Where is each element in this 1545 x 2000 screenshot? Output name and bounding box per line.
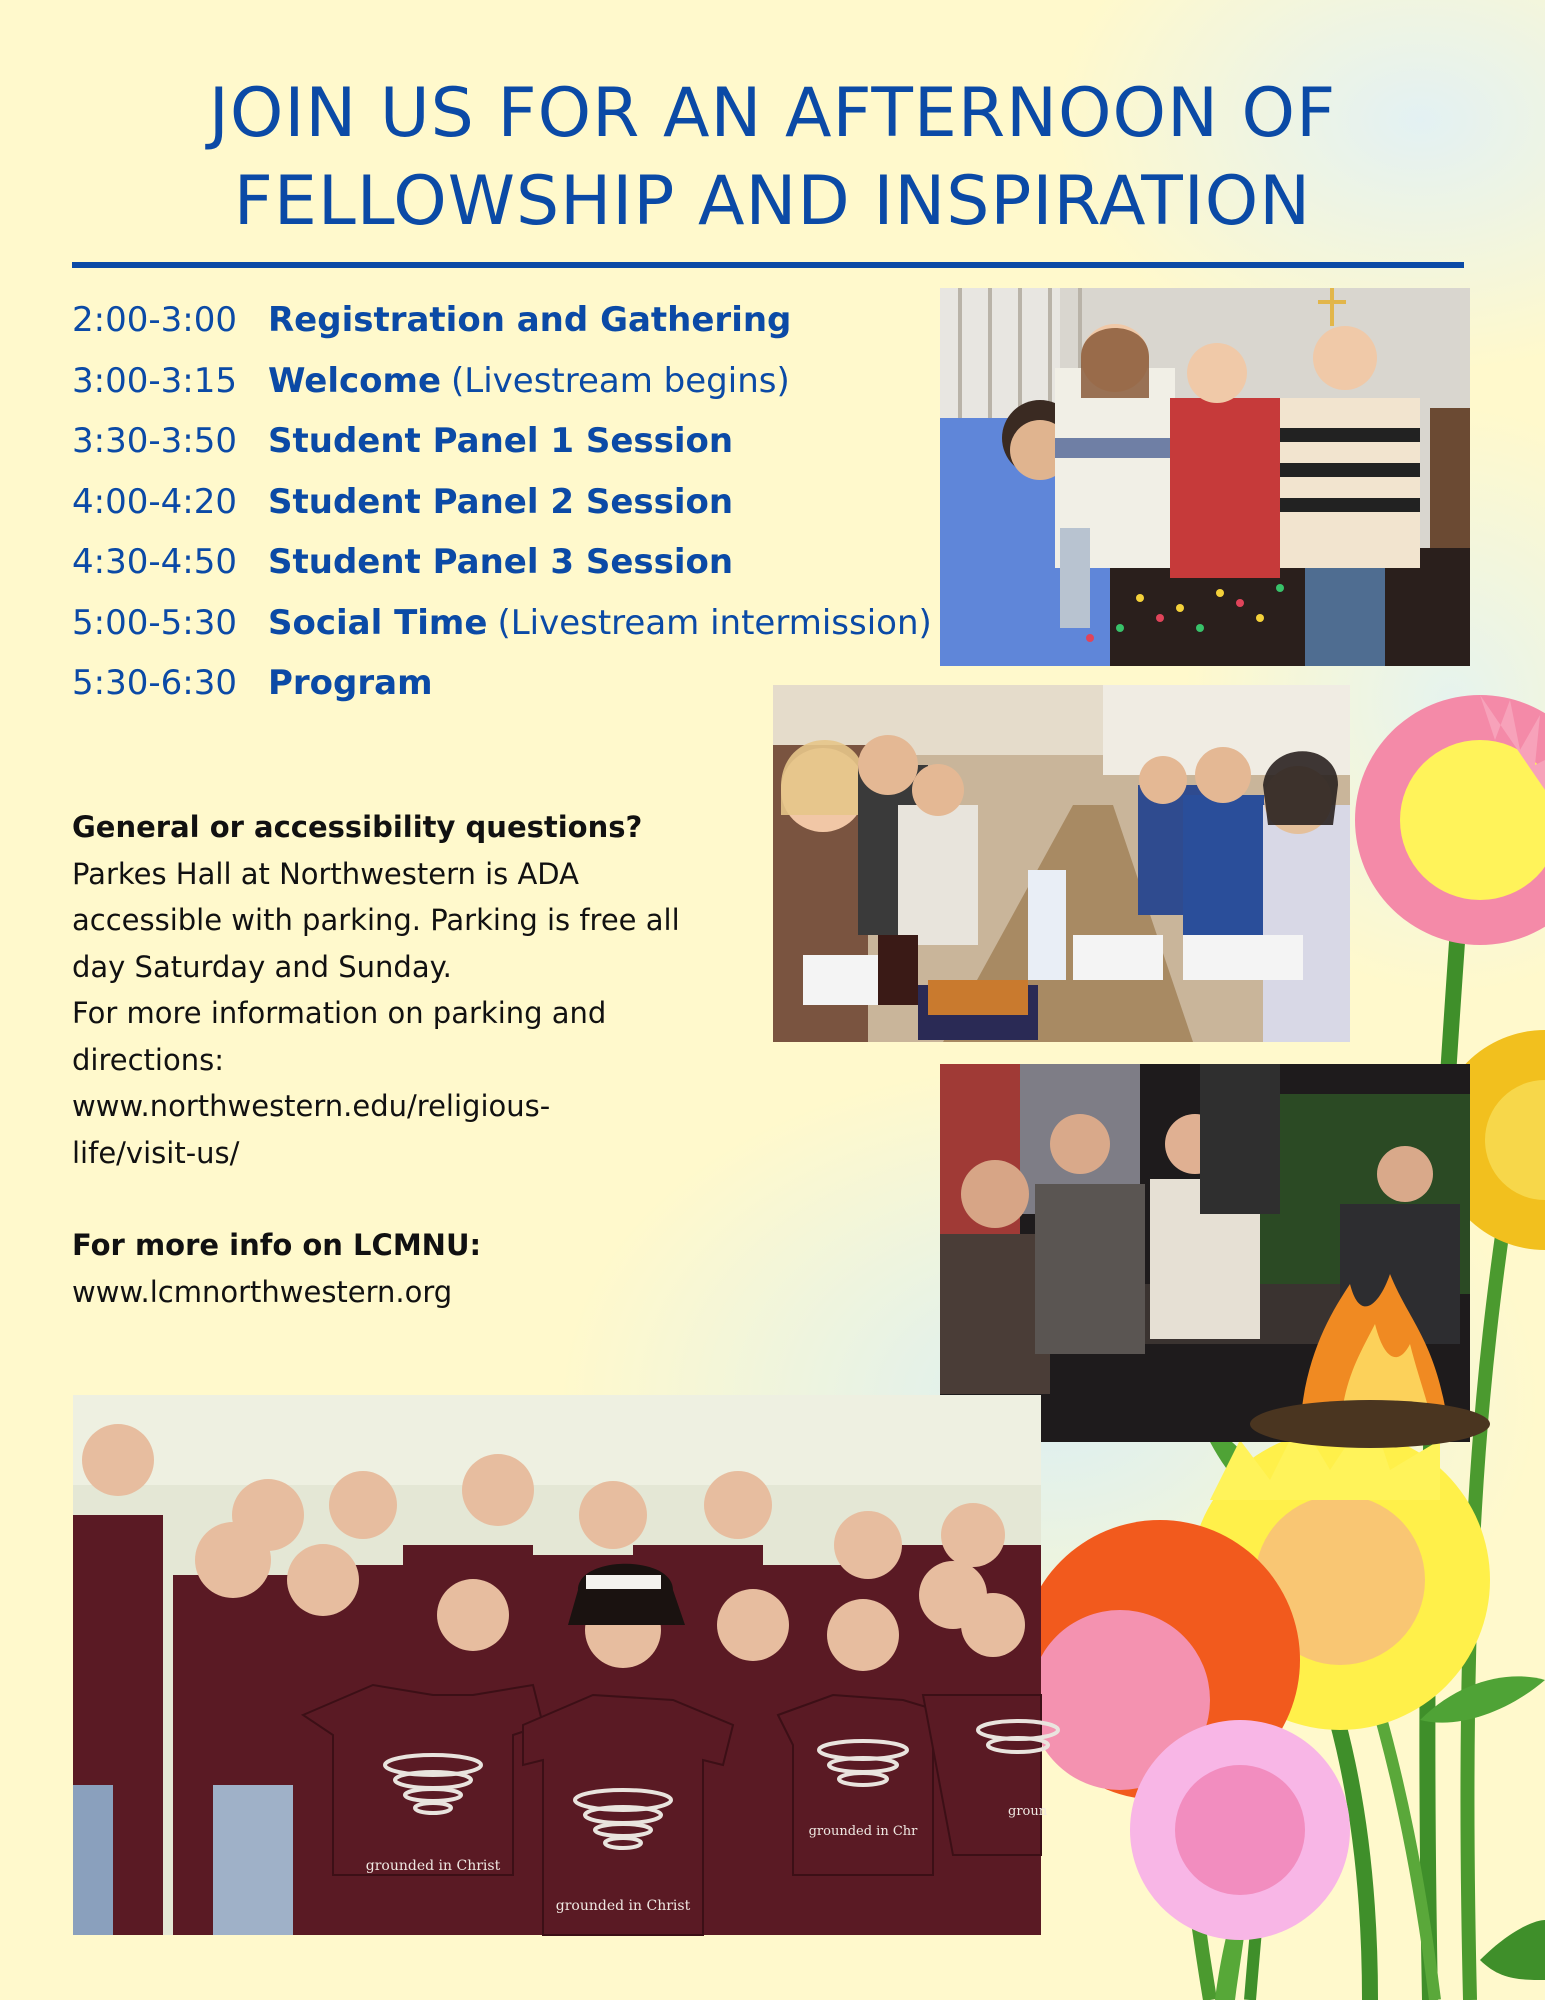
info-text-line: For more information on parking and (72, 996, 607, 1030)
schedule-event: Student Panel 3 Session (268, 542, 734, 583)
schedule-event: Welcome (268, 360, 442, 401)
photo-choir-singers (940, 288, 1470, 666)
schedule-event: Student Panel 1 Session (268, 421, 734, 462)
visit-link[interactable]: www.northwestern.edu/religious- (72, 1089, 551, 1123)
light-pink-flower (1130, 1720, 1350, 1940)
schedule-list (72, 290, 932, 714)
photo-group-tshirts (73, 1395, 1048, 1935)
schedule-time: 4:30-4:50 (72, 542, 237, 583)
schedule-row (72, 472, 932, 533)
schedule-note: (Livestream begins) (451, 360, 790, 401)
info-text-line: accessible with parking. Parking is free all (72, 903, 680, 937)
schedule-time: 5:00-5:30 (72, 602, 237, 643)
shirt-text-edge: groun (1008, 1804, 1048, 1819)
schedule-row (72, 411, 932, 472)
schedule-event: Registration and Gathering (268, 300, 792, 341)
schedule-row (72, 532, 932, 593)
info-text-line: day Saturday and Sunday. (72, 949, 452, 984)
info-text-line: Parkes Hall at Northwestern is ADA (72, 856, 579, 891)
shirt-text-left: grounded in Christ (365, 1858, 501, 1874)
page-title (60, 70, 1485, 246)
schedule-event: Social Time (268, 602, 488, 643)
schedule-time: 4:00-4:20 (72, 481, 237, 522)
schedule-row (72, 593, 932, 654)
schedule-note: (Livestream intermission) (497, 602, 932, 643)
lcmnu-heading: For more info on LCMNU: (72, 1228, 482, 1262)
pink-carnation-top (1355, 695, 1545, 945)
lcmnu-link[interactable]: www.lcmnorthwestern.org (72, 1274, 453, 1309)
title-line-1: JOIN US FOR AN AFTERNOON OF (208, 74, 1337, 153)
schedule-time: 3:00-3:15 (72, 360, 237, 401)
schedule-time: 3:30-3:50 (72, 421, 237, 462)
photo-group-dinner (773, 685, 1350, 1042)
schedule-row (72, 351, 932, 412)
info-text-line: directions: (72, 1042, 224, 1077)
visit-link-continued[interactable]: life/visit-us/ (72, 1135, 240, 1170)
info-section (72, 804, 712, 1315)
photo-campfire (940, 1064, 1470, 1442)
schedule-time: 5:30-6:30 (72, 663, 237, 704)
schedule-time: 2:00-3:00 (72, 300, 237, 341)
questions-heading: General or accessibility questions? (72, 810, 643, 844)
shirt-text-right: grounded in Chr (808, 1824, 918, 1839)
title-divider (72, 262, 1464, 268)
schedule-event: Student Panel 2 Session (268, 481, 734, 522)
title-line-2: FELLOWSHIP AND INSPIRATION (233, 162, 1312, 241)
spacer (72, 1176, 712, 1222)
schedule-event: Program (268, 663, 433, 704)
shirt-text-center: grounded in Christ (555, 1898, 691, 1914)
schedule-row (72, 290, 932, 351)
